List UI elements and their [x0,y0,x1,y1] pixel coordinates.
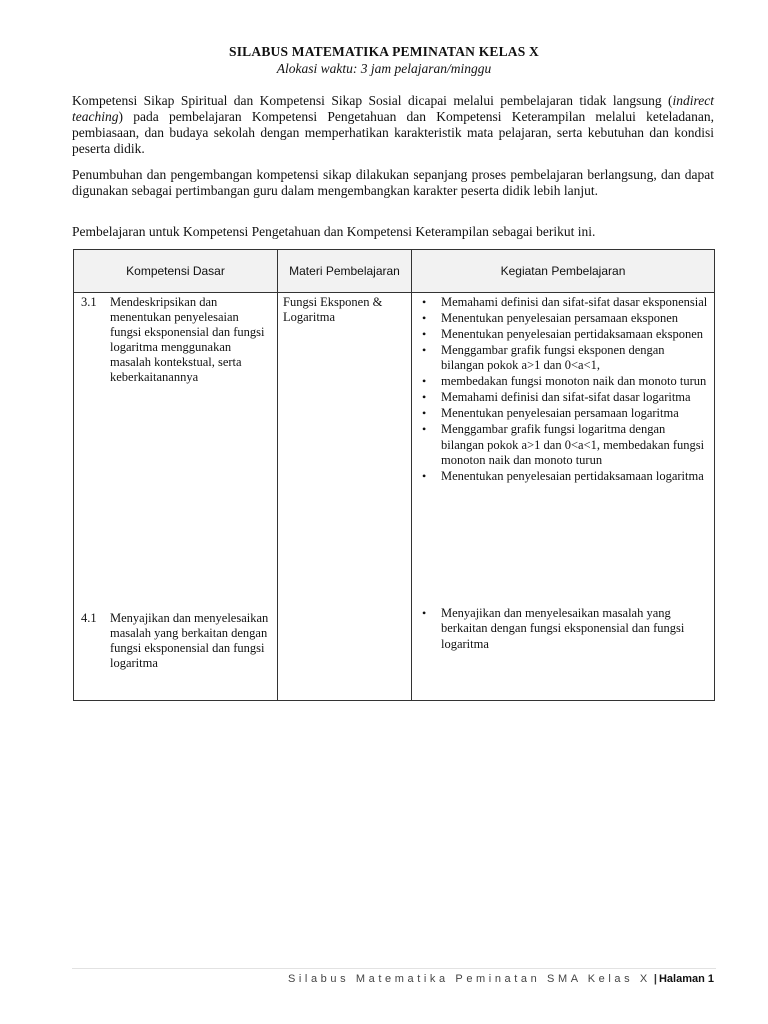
kegiatan-item [417,327,709,342]
kegiatan-item-text: Menggambar grafik fungsi eksponen dengan bilangan pokok a>1 dan 0<a<1, [441,343,665,373]
kegiatan-item-text: Memahami definisi dan sifat-sifat dasar eksponensial [441,295,708,309]
paragraph-2: Penumbuhan dan pengembangan kompetensi sikap dilakukan sepanjang proses pembelajaran berlangsung, dan dapat digunakan sebagai pertimbangan guru dalam mengembangkan karakter peserta didik lebih lanjut. [72,167,714,198]
bullet-icon: • [422,606,427,620]
kegiatan-item [417,406,709,421]
bullet-icon: • [422,390,427,405]
header-materi-pembelajaran: Materi Pembelajaran [289,264,400,278]
kd-3-1-number: 3.1 [81,295,97,309]
kegiatan-item-text: Menentukan penyelesaian pertidaksamaan eksponen [441,327,704,341]
paragraph-3: Pembelajaran untuk Kompetensi Pengetahuan dan Kompetensi Keterampilan sebagai berikut ini. [72,224,596,239]
syllabus-table [73,249,715,701]
kegiatan-item-text: Menggambar grafik fungsi logaritma dengan bilangan pokok a>1 dan 0<a<1, membedakan fungsi monoton naik dan monoto turun [441,422,705,468]
kegiatan-item-text: Menentukan penyelesaian pertidaksamaan logaritma [441,469,704,484]
kegiatan-list-2 [417,606,709,653]
page-footer [288,973,714,985]
bullet-icon: • [422,406,427,421]
kegiatan-item [417,606,709,652]
kd-4-1-text: Menyajikan dan menyelesaikan masalah yang berkaitan dengan fungsi eksponensial dan fungsi logaritma [110,611,269,670]
bullet-icon: • [422,374,427,389]
kegiatan-item-text: Menyajikan dan menyelesaikan masalah yang berkaitan dengan fungsi eksponensial dan fungsi logaritma [441,606,685,651]
document-subtitle: Alokasi waktu: 3 jam pelajaran/minggu [276,61,492,76]
bullet-icon: • [422,295,427,309]
column-divider [411,250,412,700]
footer-separator: | [653,973,657,985]
kegiatan-item [417,295,709,310]
document-title: SILABUS MATEMATIKA PEMINATAN KELAS X [229,44,539,59]
bullet-icon: • [422,311,427,325]
table-header-row [74,250,714,293]
kegiatan-list-1 [417,295,709,485]
header-kegiatan-pembelajaran: Kegiatan Pembelajaran [500,264,626,278]
paragraph-1-part2: ) pada pembelajaran Kompetensi Pengetahuan dan Kompetensi Keterampilan melalui keteladanan, pembiasaan, dan budaya sekolah dengan memperhatikan karakteristik mata pelajaran, serta kebutuhan dan kondisi peserta didik. [72,109,714,156]
kegiatan-item [417,390,709,405]
kegiatan-item [417,374,709,389]
paragraph-1-italic: indirect teaching [72,93,714,124]
kegiatan-item-text: membedakan fungsi monoton naik dan monoto turun [441,374,707,389]
column-divider [277,250,278,700]
header-kompetensi-dasar: Kompetensi Dasar [126,264,225,278]
bullet-icon: • [422,327,427,341]
kegiatan-item [417,311,709,326]
bullet-icon: • [422,422,427,437]
kegiatan-item-text: Memahami definisi dan sifat-sifat dasar logaritma [441,390,691,405]
paragraph-1-part1: Kompetensi Sikap Spiritual dan Kompetensi Sikap Sosial dicapai melalui pembelajaran tidak langsung ( [72,93,673,108]
kd-3-1-text: Mendeskripsikan dan menentukan penyelesaian fungsi eksponensial dan fungsi logaritma menggunakan masalah kontekstual, serta keberkaitanannya [110,295,265,384]
page-number: Halaman 1 [658,973,714,985]
kegiatan-item [417,343,709,374]
kegiatan-item-text: Menentukan penyelesaian persamaan logaritma [441,406,679,421]
bullet-icon: • [422,343,427,357]
kegiatan-item [417,422,709,468]
kegiatan-item [417,469,709,484]
footer-divider [72,968,716,969]
kd-4-1-number: 4.1 [81,611,97,625]
kegiatan-item-text: Menentukan penyelesaian persamaan eksponen [441,311,679,325]
paragraph-1 [72,93,714,157]
materi-pembelajaran: Fungsi Eksponen & Logaritma [283,295,383,324]
footer-text: Silabus Matematika Peminatan SMA Kelas X [287,973,651,985]
bullet-icon: • [422,469,427,484]
